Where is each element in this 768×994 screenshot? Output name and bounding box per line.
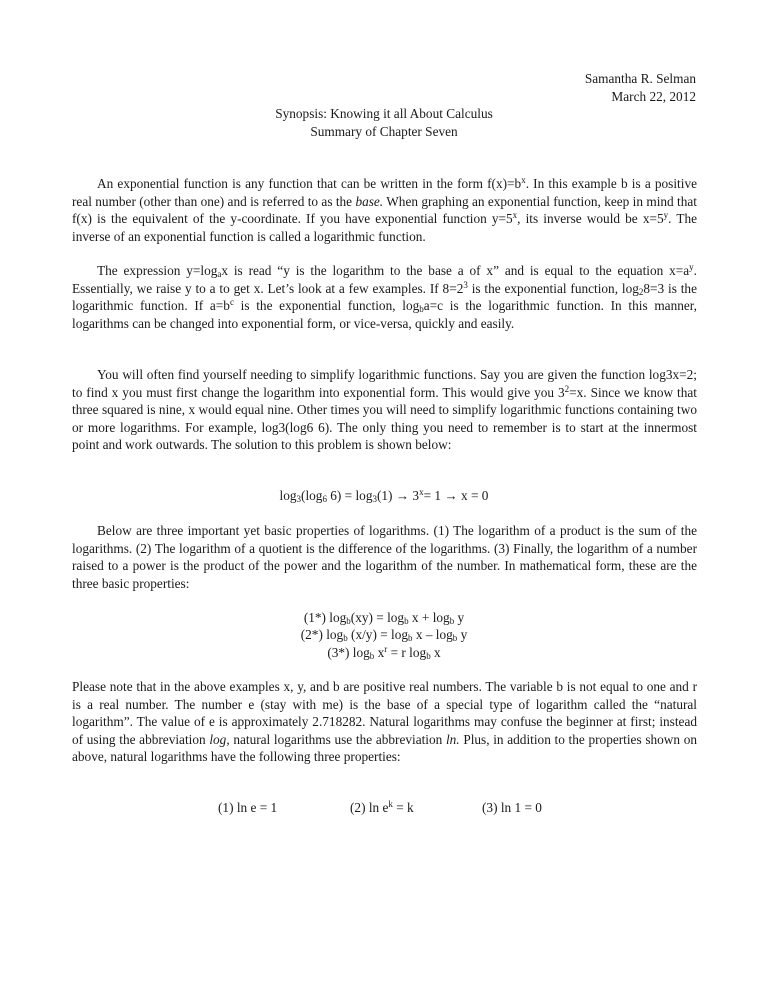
title-block [0, 105, 768, 141]
equation-nested-log: $\log_3(\log_6$ $6) = \log_3(1) \to 3^x= 1 \to x = 0$ [279, 487, 489, 504]
paragraph-log-properties: Below are three important yet basic properties of logarithms. (1) The logarithm of a product is the sum of the logarithms. (2) The logarithm of a quotient is the difference of the logarithms. (3) Finally, the logarithm of a number raised to a power is the product of the power and the logarithm of the number. In mathematical form, these are the three basic properties: [72, 523, 697, 591]
property-quotient: (2*) $\log_b (x/y) = \log_b x - \log_b y$ [300, 627, 468, 643]
ln-property-three: (3) ln 1 = 0 [482, 800, 542, 815]
author-date-block [396, 70, 696, 106]
property-product: (1*) $\log_b(xy) = \log_b x + \log_b y$ [303, 610, 465, 626]
paragraph-exponential-function: An exponential function is any function that can be written in the form $f(x)=b^x$. In this example b is a positive real number (other than one) and is referred to as the base. When graphing an exponential function, keep in mind that f(x) is the equivalent of the y-coordinate. If you have exponential function $y=5^x$, its inverse would be $x=5^y$. The inverse of an exponential function is called a logarithmic function. [72, 175, 697, 244]
ln-property-two: (2) $\ln e^k = k$ [350, 799, 414, 815]
paragraph-simplify-logarithms: You will often find yourself needing to simplify logarithmic functions. Say you are given the function log3x=2; to find x you must first change the logarithm into exponential form. This would give you $3^2=x$. Since we know that three squared is nine, x would equal nine. Other times you will need to simplify logarithmic functions containing two or more logarithms. For example, log3(log6 6). The only thing you need to remember is to start at the innermost point and work outwards. The solution to this problem is shown below: [72, 367, 697, 453]
ln-property-one: (1) ln e = 1 [218, 800, 278, 815]
natural-log-properties [0, 799, 768, 817]
paragraph-natural-logarithm: Please note that in the above examples x, y, and b are positive real numbers. The variable b is not equal to one and r is a real number. The number e (stay with me) is the base of a special type of logarithm called the “natural logarithm”. The value of e is approximately 2.718282. Natural logarithms may confuse the beginner at first; instead of using the abbreviation log, natural logarithms use the abbreviation ln. Plus, in addition to the properties shown on above, natural logarithms have the following three properties: [72, 679, 698, 765]
author-name: Samantha R. Selman [584, 71, 696, 86]
document-subtitle: Summary of Chapter Seven [310, 124, 458, 139]
document-date: March 22, 2012 [611, 89, 696, 104]
paragraph-logarithm-expression: The expression $y=\log_ax$ is read “y is the logarithm to the base a of x” and is equal to the equation $x=a^y$. Essentially, we raise y to a to get x. Let’s look at a few examples. If $8=2^3$ is the exponential function, $\log_28=3$ is the logarithmic function. If $a=b^c$ is the exponential function, $\log_ba=c$ is the logarithmic function. In this manner, logarithms can be changed into exponential form, or vice-versa, quickly and easily. [72, 262, 697, 331]
document-title: Synopsis: Knowing it all About Calculus [275, 106, 493, 121]
property-power: (3*) $\log_b x^r = r$ $\log_b x$ [327, 644, 441, 661]
